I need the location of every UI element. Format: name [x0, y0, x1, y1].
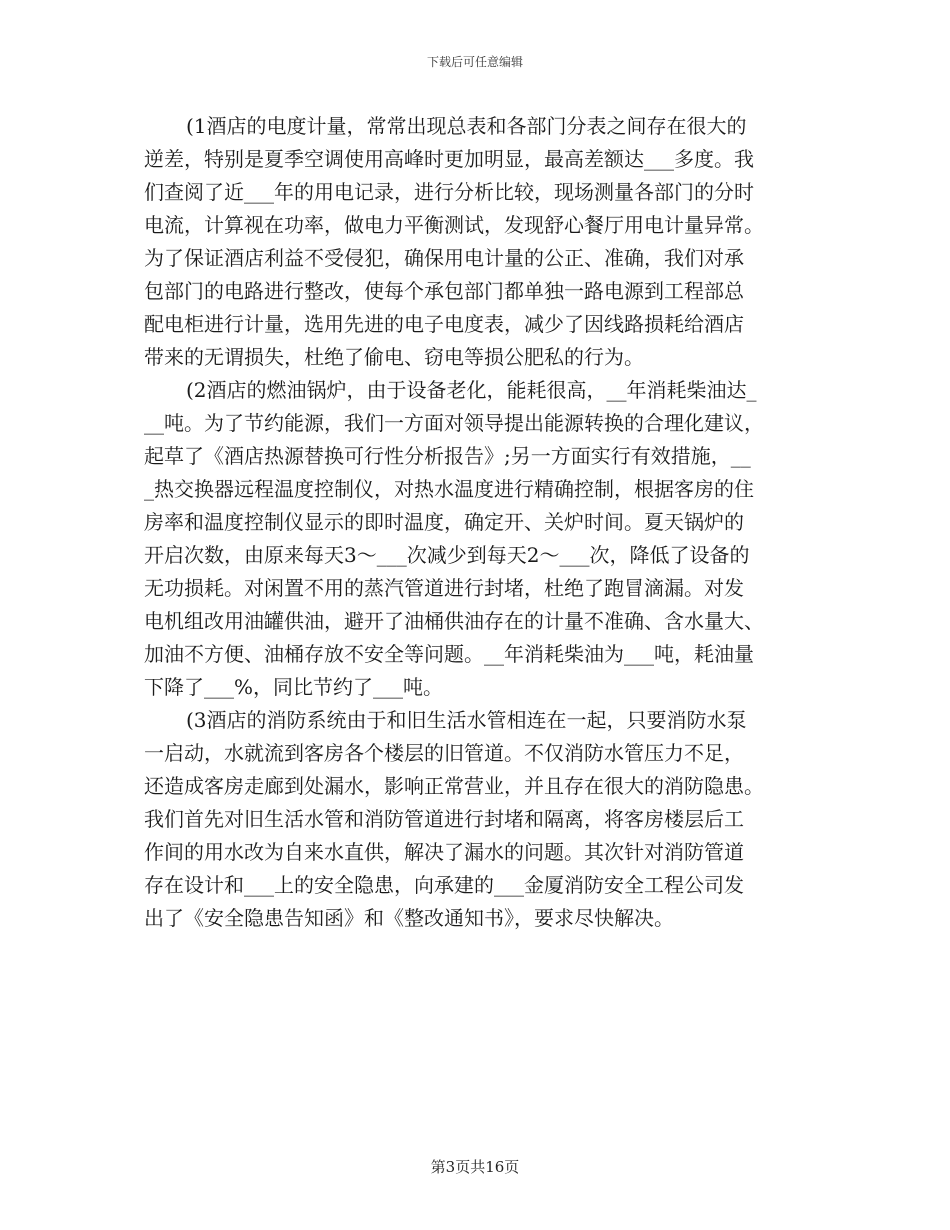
text-line: (3酒店的消防系统由于和旧生活水管相连在一起，只要消防水泵 [186, 708, 747, 732]
paragraph-electricity [144, 110, 814, 374]
text-line: 开启次数，由原来每天3～___次减少到每天2～___次，降低了设备的 [144, 543, 750, 567]
page-header: 下载后可任意编辑 [426, 55, 523, 69]
text-line: 电机组改用油罐供油，避开了油桶供油存在的计量不准确、含水量大、 [144, 609, 764, 633]
text-line: __吨。为了节约能源，我们一方面对领导提出能源转换的合理化建议， [144, 411, 764, 435]
text-line: 无功损耗。对闲置不用的蒸汽管道进行封堵，杜绝了跑冒滴漏。对发 [144, 576, 744, 600]
text-line: _热交换器远程温度控制仪，对热水温度进行精确控制，根据客房的住 [144, 477, 754, 501]
text-line: 包部门的电路进行整改，使每个承包部门都单独一路电源到工程部总 [144, 279, 744, 303]
text-line: 我们首先对旧生活水管和消防管道进行封堵和隔离，将客房楼层后工 [144, 807, 744, 831]
text-line: 作间的用水改为自来水直供，解决了漏水的问题。其次针对消防管道 [144, 840, 744, 864]
text-line: (2酒店的燃油锅炉，由于设备老化，能耗很高，__年消耗柴油达_ [186, 378, 757, 402]
paragraph-fire-system [144, 704, 814, 935]
text-line: 一启动，水就流到客房各个楼层的旧管道。不仅消防水管压力不足， [144, 741, 744, 765]
text-line: 起草了《酒店热源替换可行性分析报告》;另一方面实行有效措施，__ [144, 444, 751, 468]
document-body [144, 110, 814, 935]
page-number: 第3页共16页 [430, 1158, 520, 1176]
text-line: 还造成客房走廊到处漏水，影响正常营业，并且存在很大的消防隐患。 [144, 774, 764, 798]
text-line: 加油不方便、油桶存放不安全等问题。__年消耗柴油为___吨，耗油量 [144, 642, 754, 666]
text-line: 带来的无谓损失，杜绝了偷电、窃电等损公肥私的行为。 [144, 345, 644, 369]
text-line: (1酒店的电度计量，常常出现总表和各部门分表之间存在很大的 [186, 114, 747, 138]
text-line: 为了保证酒店利益不受侵犯，确保用电计量的公正、准确，我们对承 [144, 246, 744, 270]
text-line: 出了《安全隐患告知函》和《整改通知书》，要求尽快解决。 [144, 906, 674, 930]
text-line: 存在设计和___上的安全隐患，向承建的___金厦消防安全工程公司发 [144, 873, 744, 897]
text-line: 下降了___%，同比节约了___吨。 [144, 675, 444, 699]
text-line: 电流，计算视在功率，做电力平衡测试，发现舒心餐厅用电计量异常。 [144, 213, 764, 237]
text-line: 们查阅了近___年的用电记录，进行分析比较，现场测量各部门的分时 [144, 180, 754, 204]
text-line: 配电柜进行计量，选用先进的电子电度表，减少了因线路损耗给酒店 [144, 312, 744, 336]
text-line: 房率和温度控制仪显示的即时温度，确定开、关炉时间。夏天锅炉的 [144, 510, 744, 534]
paragraph-boiler [144, 374, 814, 704]
text-line: 逆差，特别是夏季空调使用高峰时更加明显，最高差额达___多度。我 [144, 147, 754, 171]
